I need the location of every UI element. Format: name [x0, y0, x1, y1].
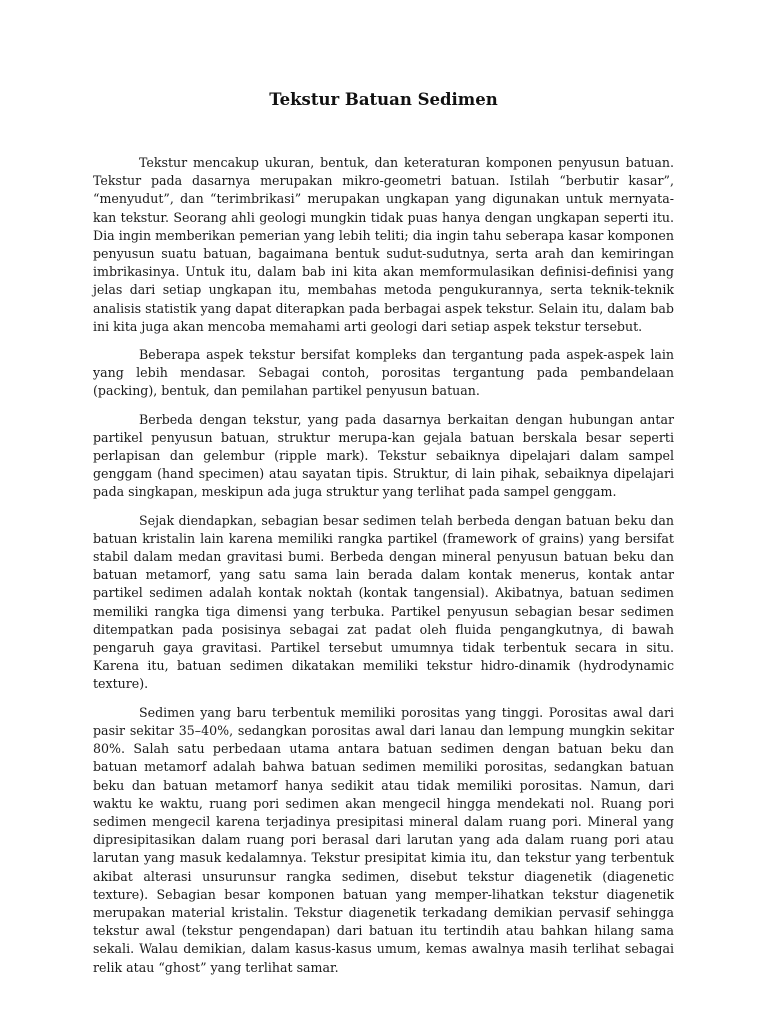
paragraph-5: Sedimen yang baru terbentuk memiliki porositas yang tinggi. Porositas awal dari pasir sekitar 35–40%, sedangkan porositas awal dari lanau dan lempung mungkin sekitar 80%. Salah satu perbedaan utama antara batuan sedimen dengan batuan beku dan batuan metamorf adalah bahwa batuan sedimen memiliki porositas, sedangkan batuan beku dan batuan metamorf hanya sedikit atau tidak memiliki porositas. Namun, dari waktu ke waktu, ruang pori sedimen akan mengecil hingga mendekati nol. Ruang pori sedimen mengecil karena terjadinya presipitasi mineral dalam ruang pori. Mineral yang dipresipitasikan dalam ruang pori berasal dari larutan yang ada dalam ruang pori atau larutan yang masuk kedalamnya. Tekstur presipitat kimia itu, dan tekstur yang terbentuk akibat alterasi unsurunsur rangka sedimen, disebut tekstur diagenetik (diagenetic texture). Sebagian besar komponen batuan yang memper-lihatkan tekstur diagenetik merupakan material kristalin. Tekstur diagenetik terkadang demikian pervasif sehingga tekstur awal (tekstur pengendapan) dari batuan itu tertindih atau bahkan hilang sama sekali. Walau demikian, dalam kasus-kasus umum, kemas awalnya masih terlihat sebagai relik atau “ghost” yang terlihat samar.	[93, 704, 674, 975]
document-body	[93, 86, 674, 987]
paragraph-3: Berbeda dengan tekstur, yang pada dasarnya berkaitan dengan hubungan antar partikel penyusun batuan, struktur merupa-kan gejala batuan berskala besar seperti perlapisan dan gelembur (ripple mark). Tekstur sebaiknya dipelajari dalam sampel genggam (hand specimen) atau sayatan tipis. Struktur, di lain pihak, sebaiknya dipelajari pada singkapan, meskipun ada juga struktur yang terlihat pada sampel genggam.	[93, 411, 674, 500]
paragraph-2: Beberapa aspek tekstur bersifat kompleks dan tergantung pada aspek-aspek lain yang lebih mendasar. Sebagai contoh, porositas tergantung pada pembandelaan (packing), bentuk, dan pemilahan partikel penyusun batuan.	[93, 347, 674, 399]
paragraph-4: Sejak diendapkan, sebagian besar sedimen telah berbeda dengan batuan beku dan batuan kristalin lain karena memiliki rangka partikel (framework of grains) yang bersifat stabil dalam medan gravitasi bumi. Berbeda dengan mineral penyusun batuan beku dan batuan metamorf, yang satu sama lain berada dalam kontak menerus, kontak antar partikel sedimen adalah kontak noktah (kontak tangensial). Akibatnya, batuan sedimen memiliki rangka tiga dimensi yang terbuka. Partikel penyusun sebagian besar sedimen ditempatkan pada posisinya sebagai zat padat oleh fluida pengangkutnya, di bawah pengaruh gaya gravitasi. Partikel tersebut umumnya tidak terbentuk secara in situ. Karena itu, batuan sedimen dikatakan memiliki tekstur hidro-dinamik (hydrodynamic texture).	[93, 512, 674, 692]
paragraph-1: Tekstur mencakup ukuran, bentuk, dan keteraturan komponen penyusun batuan. Tekstur pada dasarnya merupakan mikro-geometri batuan. Istilah “berbutir kasar”, “menyudut”, dan “terimbrikasi” merupakan ungkapan yang digunakan untuk mernyata-kan tekstur. Seorang ahli geologi mungkin tidak puas hanya dengan ungkapan seperti itu. Dia ingin memberikan pemerian yang lebih teliti; dia ingin tahu seberapa kasar komponen penyusun suatu batuan, bagaimana bentuk sudut-sudutnya, serta arah dan kemiringan imbrikasinya. Untuk itu, dalam bab ini kita akan memformulasikan definisi-definisi yang jelas dari setiap ungkapan itu, membahas metoda pengukurannya, serta teknik-teknik analisis statistik yang dapat diterapkan pada berbagai aspek tekstur. Selain itu, dalam bab ini kita juga akan mencoba memahami arti geologi dari setiap aspek tekstur tersebut.	[93, 155, 674, 334]
document-title: Tekstur Batuan Sedimen	[269, 90, 498, 109]
